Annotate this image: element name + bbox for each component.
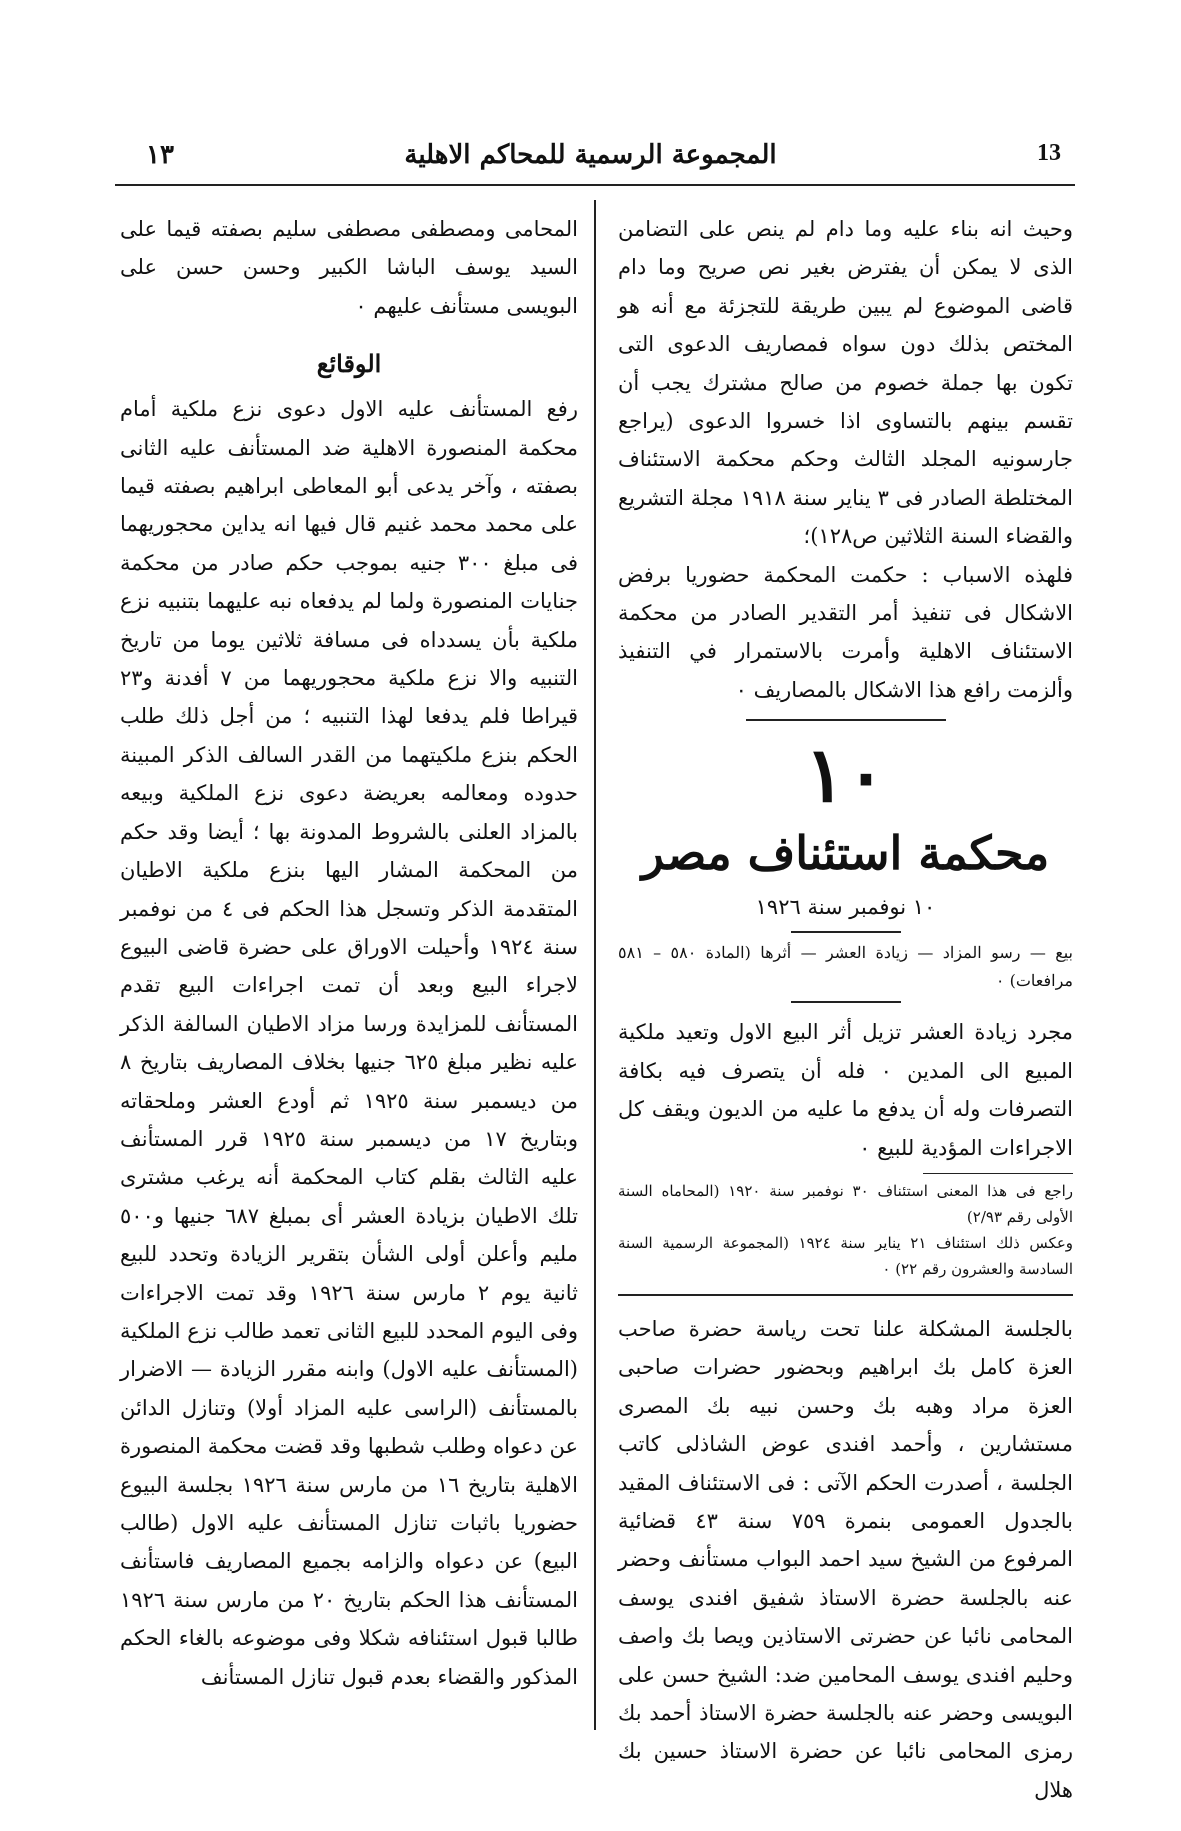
page-number-latin: 13 <box>1037 140 1061 166</box>
page-number-arabic: ١٣ <box>146 140 174 170</box>
facts-heading: الوقائع <box>316 349 382 379</box>
facts-paragraph: رفع المستأنف عليه الاول دعوى نزع ملكية أمام محكمة المنصورة الاهلية ضد المستأنف عليه الثانى بصفته ، وآخر يدعى أبو المعاطى ابراهيم بصفته قيما على محمد محمد غنيم قال فيها انه يداين محجوريهما فى مبلغ ٣٠٠ جنيه بموجب حكم صادر من محكمة جنايات المنصورة ولما لم يدفعاه نبه عليهما بتنبيه نزع ملكية بأن يسدداه فى مسافة ثلاثين يوما من تاريخ التنبيه والا نزع ملكية محجوريهما من ٧ أفدنة و٢٣ قيراطا فلم يدفعا لهذا التنبيه ؛ من أجل ذلك طلب الحكم بنزع ملكيتهما من القدر السالف الذكر المبينة حدوده ومعالمه بعريضة دعوى نزع الملكية وبيعه بالمزاد العلنى بالشروط المدونة بها ؛ أيضا وقد حكم من المحكمة المشار اليها بنزع ملكية الاطيان المتقدمة الذكر وتسجل هذا الحكم فى ٤ من نوفمبر سنة ١٩٢٤ وأحيلت الاوراق على حضرة قاضى البيوع لاجراء البيع وبعد أن تمت اجراءات البيع تقدم المستأنف للمزايدة ورسا مزاد الاطيان السالفة الذكر عليه نظير مبلغ ٦٢٥ جنيها بخلاف المصاريف بتاريخ ٨ من ديسمبر سنة ١٩٢٥ ثم أودع العشر وملحقاته وبتاريخ ١٧ من ديسمبر سنة ١٩٢٥ قرر المستأنف عليه الثالث بقلم كتاب المحكمة أنه يرغب مشترى تلك الاطيان بزيادة العشر أى بمبلغ ٦٨٧ جنيها و٥٠٠ مليم وأعلن أولى الشأن بتقرير الزيادة وتحدد للبيع ثانية يوم ٢ مارس سنة ١٩٢٦ وقد تمت الاجراءات وفى اليوم المحدد للبيع الثانى تعمد طالب نزع الملكية (المستأنف عليه الاول) وابنه مقرر الزيادة — الاضرار بالمستأنف (الراسى عليه المزاد أولا) وتنازل الدائن عن دعواه وطلب شطبها وقد قضت محكمة المنصورة الاهلية بتاريخ ١٦ من مارس سنة ١٩٢٦ بجلسة البيوع حضوريا باثبات تنازل المستأنف عليه الاول (طالب البيع) عن دعواه والزامه بجميع المصاريف فاستأنف المستأنف هذا الحكم بتاريخ ٢٠ من مارس سنة ١٩٢٦ طالبا قبول استئنافه شكلا وفى موضوعه بالغاء الحكم المذكور والقضاء بعدم قبول تنازل المستأنف <box>120 397 579 1689</box>
judgment-date: ١٠ نوفمبر سنة ١٩٢٦ <box>755 895 936 920</box>
column-divider <box>594 200 596 1730</box>
case-keywords: بيع — رسو المزاد — زيادة العشر — أثرها (المادة ٥٨٠ – ٥٨١ مرافعات) ٠ <box>618 943 1074 991</box>
case-number: ١٠ <box>804 730 887 820</box>
left-column <box>120 210 578 1696</box>
parties-continuation: المحامى ومصطفى مصطفى سليم بصفته قيما على السيد يوسف الباشا الكبير وحسن حسن على البويسى مستأنف عليهم ٠ <box>120 217 578 318</box>
conclusion-paragraph: فلهذه الاسباب : حكمت المحكمة حضوريا برفض الاشكال فى تنفيذ أمر التقدير الصادر من محكمة الاستئناف الاهلية وأمرت بالاستمرار في التنفيذ وألزمت رافع هذا الاشكال بالمصاريف ٠ <box>618 562 1073 702</box>
running-title: المجموعة الرسمية للمحاكم الاهلية <box>404 140 777 170</box>
keywords-rule <box>791 1001 901 1003</box>
decorative-rule <box>746 719 946 721</box>
date-rule <box>791 931 901 933</box>
section-rule <box>618 1294 1073 1296</box>
reference-note-1: راجع فى هذا المعنى استئناف ٣٠ نوفمبر سنة ١٩٢٠ (المحاماه السنة الأولى رقم ٢/٩٣) <box>618 1181 1073 1226</box>
court-name: محكمة استئناف مصر <box>641 826 1050 881</box>
page-header <box>0 140 1181 180</box>
legal-principle: مجرد زيادة العشر تزيل أثر البيع الاول وتعيد ملكية المبيع الى المدين ٠ فله أن يتصرف فيه بكافة التصرفات وله أن يدفع ما عليه من الديون ويقف كل الاجراءات المؤدية للبيع ٠ <box>618 1020 1073 1160</box>
session-paragraph: بالجلسة المشكلة علنا تحت رياسة حضرة صاحب العزة كامل بك ابراهيم وبحضور حضرات صاحبى العزة مراد وهبه بك وحسن نبيه بك المصرى مستشارين ، وأحمد افندى عوض الشاذلى كاتب الجلسة ، أصدرت الحكم الآتى : فى الاستئناف المقيد بالجدول العمومى بنمرة ٧٥٩ سنة ٤٣ قضائية المرفوع من الشيخ سيد احمد البواب مستأنف وحضر عنه بالجلسة حضرة الاستاذ شفيق افندى يوسف المحامى نائبا عن حضرتى الاستاذين ويصا بك واصف وحليم افندى يوسف المحامين ضد: الشيخ حسن على البويسى وحضر عنه بالجلسة حضرة الاستاذ أحمد بك رمزى المحامى نائبا عن حضرة الاستاذ حسين بك هلال <box>618 1316 1073 1802</box>
header-rule <box>115 184 1075 186</box>
right-column <box>618 210 1073 1809</box>
reference-note-2: وعكس ذلك استئناف ٢١ يناير سنة ١٩٢٤ (المجموعة الرسمية السنة السادسة والعشرون رقم ٢٢) ٠ <box>618 1233 1074 1278</box>
continuation-paragraph: وحيث انه بناء عليه وما دام لم ينص على التضامن الذى لا يمكن أن يفترض بغير نص صريح وما دام قاضى الموضوع لم يبين طريقة للتجزئة مع أنه هو المختص بذلك دون سواه فمصاريف الدعوى التى تكون بها جملة خصوم من صالح مشترك يجب أن تقسم بينهم بالتساوى اذا خسروا الدعوى (يراجع جارسونيه المجلد الثالث وحكم محكمة الاستئناف المختلطة الصادر فى ٣ يناير سنة ١٩١٨ مجلة التشريع والقضاء السنة الثلاثين ص١٢٨)؛ <box>618 217 1074 549</box>
footnote-rule <box>923 1173 1073 1174</box>
